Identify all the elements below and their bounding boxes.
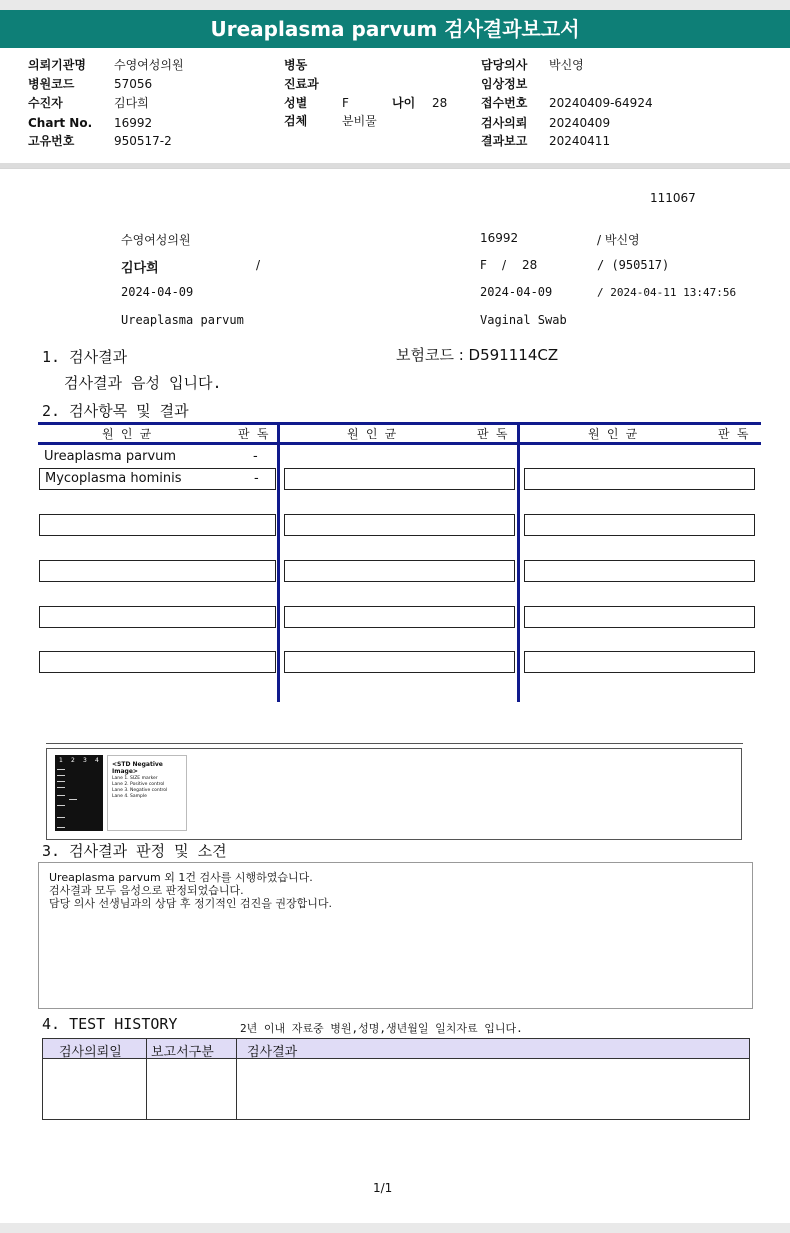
gel-band [57, 817, 65, 818]
gel-legend-item: Lane 3. Negative control [112, 788, 168, 793]
gel-legend-item: Lane 1. SIZE marker [112, 776, 158, 781]
body-sex-age-slash: / [502, 258, 507, 272]
gel-band [57, 795, 65, 796]
result-cell-empty [524, 606, 755, 628]
body-doctor: / 박신영 [597, 233, 640, 247]
table-header-rule [38, 442, 761, 445]
gel-electrophoresis-image [55, 755, 103, 831]
history-col-result: 검사결과 [247, 1045, 298, 1060]
section3-title: 3. 검사결과 판정 및 소견 [42, 842, 227, 860]
result-cell-empty [284, 651, 515, 673]
history-table-body [42, 1058, 750, 1120]
body-patient-name: 김다희 [121, 261, 159, 276]
hospital-code-value: 57056 [114, 77, 153, 91]
result-cell-empty [524, 514, 755, 536]
gel-image-box [46, 748, 742, 840]
lane-number: 3 [83, 757, 87, 764]
col1-header-pathogen: 원 인 균 [102, 427, 152, 441]
body-age: 28 [522, 258, 538, 272]
sex-label: 성별 [284, 96, 308, 110]
history-col-request: 검사의뢰일 [59, 1045, 122, 1060]
result-cell-empty [284, 468, 515, 490]
result-cell-empty [39, 560, 276, 582]
gel-legend-item: Lane 4. Sample [112, 794, 147, 799]
result-row-1-result: - [253, 449, 258, 464]
section2-title: 2. 검사항목 및 결과 [42, 402, 189, 420]
report-title: Ureaplasma parvum 검사결과보고서 [0, 10, 790, 48]
col2-header-judgement: 판 독 [477, 427, 508, 441]
patient-label: 수진자 [28, 96, 63, 110]
report-date-value: 20240411 [549, 134, 611, 148]
history-table-header [42, 1038, 750, 1059]
history-note: 2년 이내 자료중 병원,성명,생년월일 일치자료 입니다. [240, 1022, 523, 1035]
gel-band [57, 769, 65, 770]
gel-band [57, 805, 65, 806]
body-datetime-right: / 2024-04-11 13:47:56 [597, 286, 737, 299]
gel-legend-title: <STD Negative Image> [112, 761, 163, 775]
col3-header-pathogen: 원 인 균 [588, 427, 638, 441]
lane-number: 4 [95, 757, 99, 764]
unique-no-value: 950517-2 [114, 134, 172, 148]
ward-label: 병동 [284, 58, 308, 72]
findings-box [38, 862, 753, 1009]
hospital-code-label: 병원코드 [28, 77, 75, 91]
institution-value: 수영여성의원 [114, 58, 184, 72]
image-top-rule [46, 743, 743, 744]
body-slash: / [256, 258, 261, 272]
result-cell-empty [284, 514, 515, 536]
gel-band [57, 787, 65, 788]
clinical-info-label: 임상정보 [481, 77, 528, 91]
result-cell-empty [284, 606, 515, 628]
receipt-no-value: 20240409-64924 [549, 96, 653, 110]
body-date-mid: 2024-04-09 [480, 285, 553, 299]
specimen-label: 검체 [284, 114, 308, 128]
section1-result-text: 검사결과 음성 입니다. [64, 374, 222, 392]
col3-header-judgement: 판 독 [718, 427, 749, 441]
gel-legend-item: Lane 2. Positive control [112, 782, 165, 787]
doctor-value: 박신영 [549, 58, 584, 72]
result-cell-empty [39, 606, 276, 628]
gel-band [57, 781, 65, 782]
history-col-divider-1 [146, 1038, 147, 1120]
gel-legend [107, 755, 187, 831]
result-cell-empty [524, 468, 755, 490]
body-test-name: Ureaplasma parvum [121, 313, 244, 327]
col1-header-judgement: 판 독 [238, 427, 269, 441]
result-row-2-result: - [254, 471, 259, 486]
lane-number: 1 [59, 757, 63, 764]
body-chart: 16992 [480, 231, 519, 245]
history-col-divider-2 [236, 1038, 237, 1120]
receipt-no-label: 접수번호 [481, 96, 528, 110]
chart-no-value: 16992 [114, 116, 153, 130]
unique-no-label: 고유번호 [28, 134, 75, 148]
lane-number: 2 [71, 757, 75, 764]
result-row-2-cell [39, 468, 276, 490]
body-specimen: Vaginal Swab [480, 313, 567, 327]
body-date-left: 2024-04-09 [121, 285, 194, 299]
chart-no-label: Chart No. [28, 116, 93, 130]
result-cell-empty [39, 651, 276, 673]
body-birth: / (950517) [597, 258, 670, 272]
request-date-value: 20240409 [549, 116, 611, 130]
institution-label: 의뢰기관명 [28, 58, 86, 72]
doctor-label: 담당의사 [481, 58, 528, 72]
table-column-divider-2 [517, 424, 520, 702]
gel-band [57, 827, 65, 828]
patient-value: 김다희 [114, 96, 149, 110]
report-date-label: 결과보고 [481, 134, 528, 148]
insurance-code: 보험코드 : D591114CZ [396, 346, 559, 364]
gel-band [69, 799, 77, 800]
result-cell-empty [284, 560, 515, 582]
age-label: 나이 [392, 96, 416, 110]
result-row-2-name: Mycoplasma hominis [45, 471, 182, 486]
body-sex: F [480, 258, 487, 272]
department-label: 진료과 [284, 77, 319, 91]
finding-line: Ureaplasma parvum 외 1건 검사를 시행하였습니다. [49, 871, 313, 884]
age-value: 28 [432, 96, 448, 110]
gel-band [57, 775, 65, 776]
table-column-divider-1 [277, 424, 280, 702]
request-date-label: 검사의뢰 [481, 116, 528, 130]
report-header [0, 48, 790, 166]
section1-title: 1. 검사결과 [42, 348, 128, 366]
finding-line: 담당 의사 선생님과의 상담 후 정기적인 검진을 권장합니다. [49, 897, 332, 910]
specimen-value: 분비물 [342, 114, 377, 128]
result-cell-empty [39, 514, 276, 536]
doc-number: 111067 [650, 191, 696, 205]
page-number: 1/1 [373, 1181, 393, 1195]
finding-line: 검사결과 모두 음성으로 판정되었습니다. [49, 884, 244, 897]
result-cell-empty [524, 560, 755, 582]
body-clinic: 수영여성의원 [121, 233, 191, 247]
history-col-type: 보고서구분 [151, 1045, 214, 1060]
result-row-1-name: Ureaplasma parvum [44, 449, 177, 464]
result-cell-empty [524, 651, 755, 673]
col2-header-pathogen: 원 인 균 [347, 427, 397, 441]
sex-value: F [342, 96, 349, 110]
section4-title: 4. TEST HISTORY [42, 1015, 178, 1033]
